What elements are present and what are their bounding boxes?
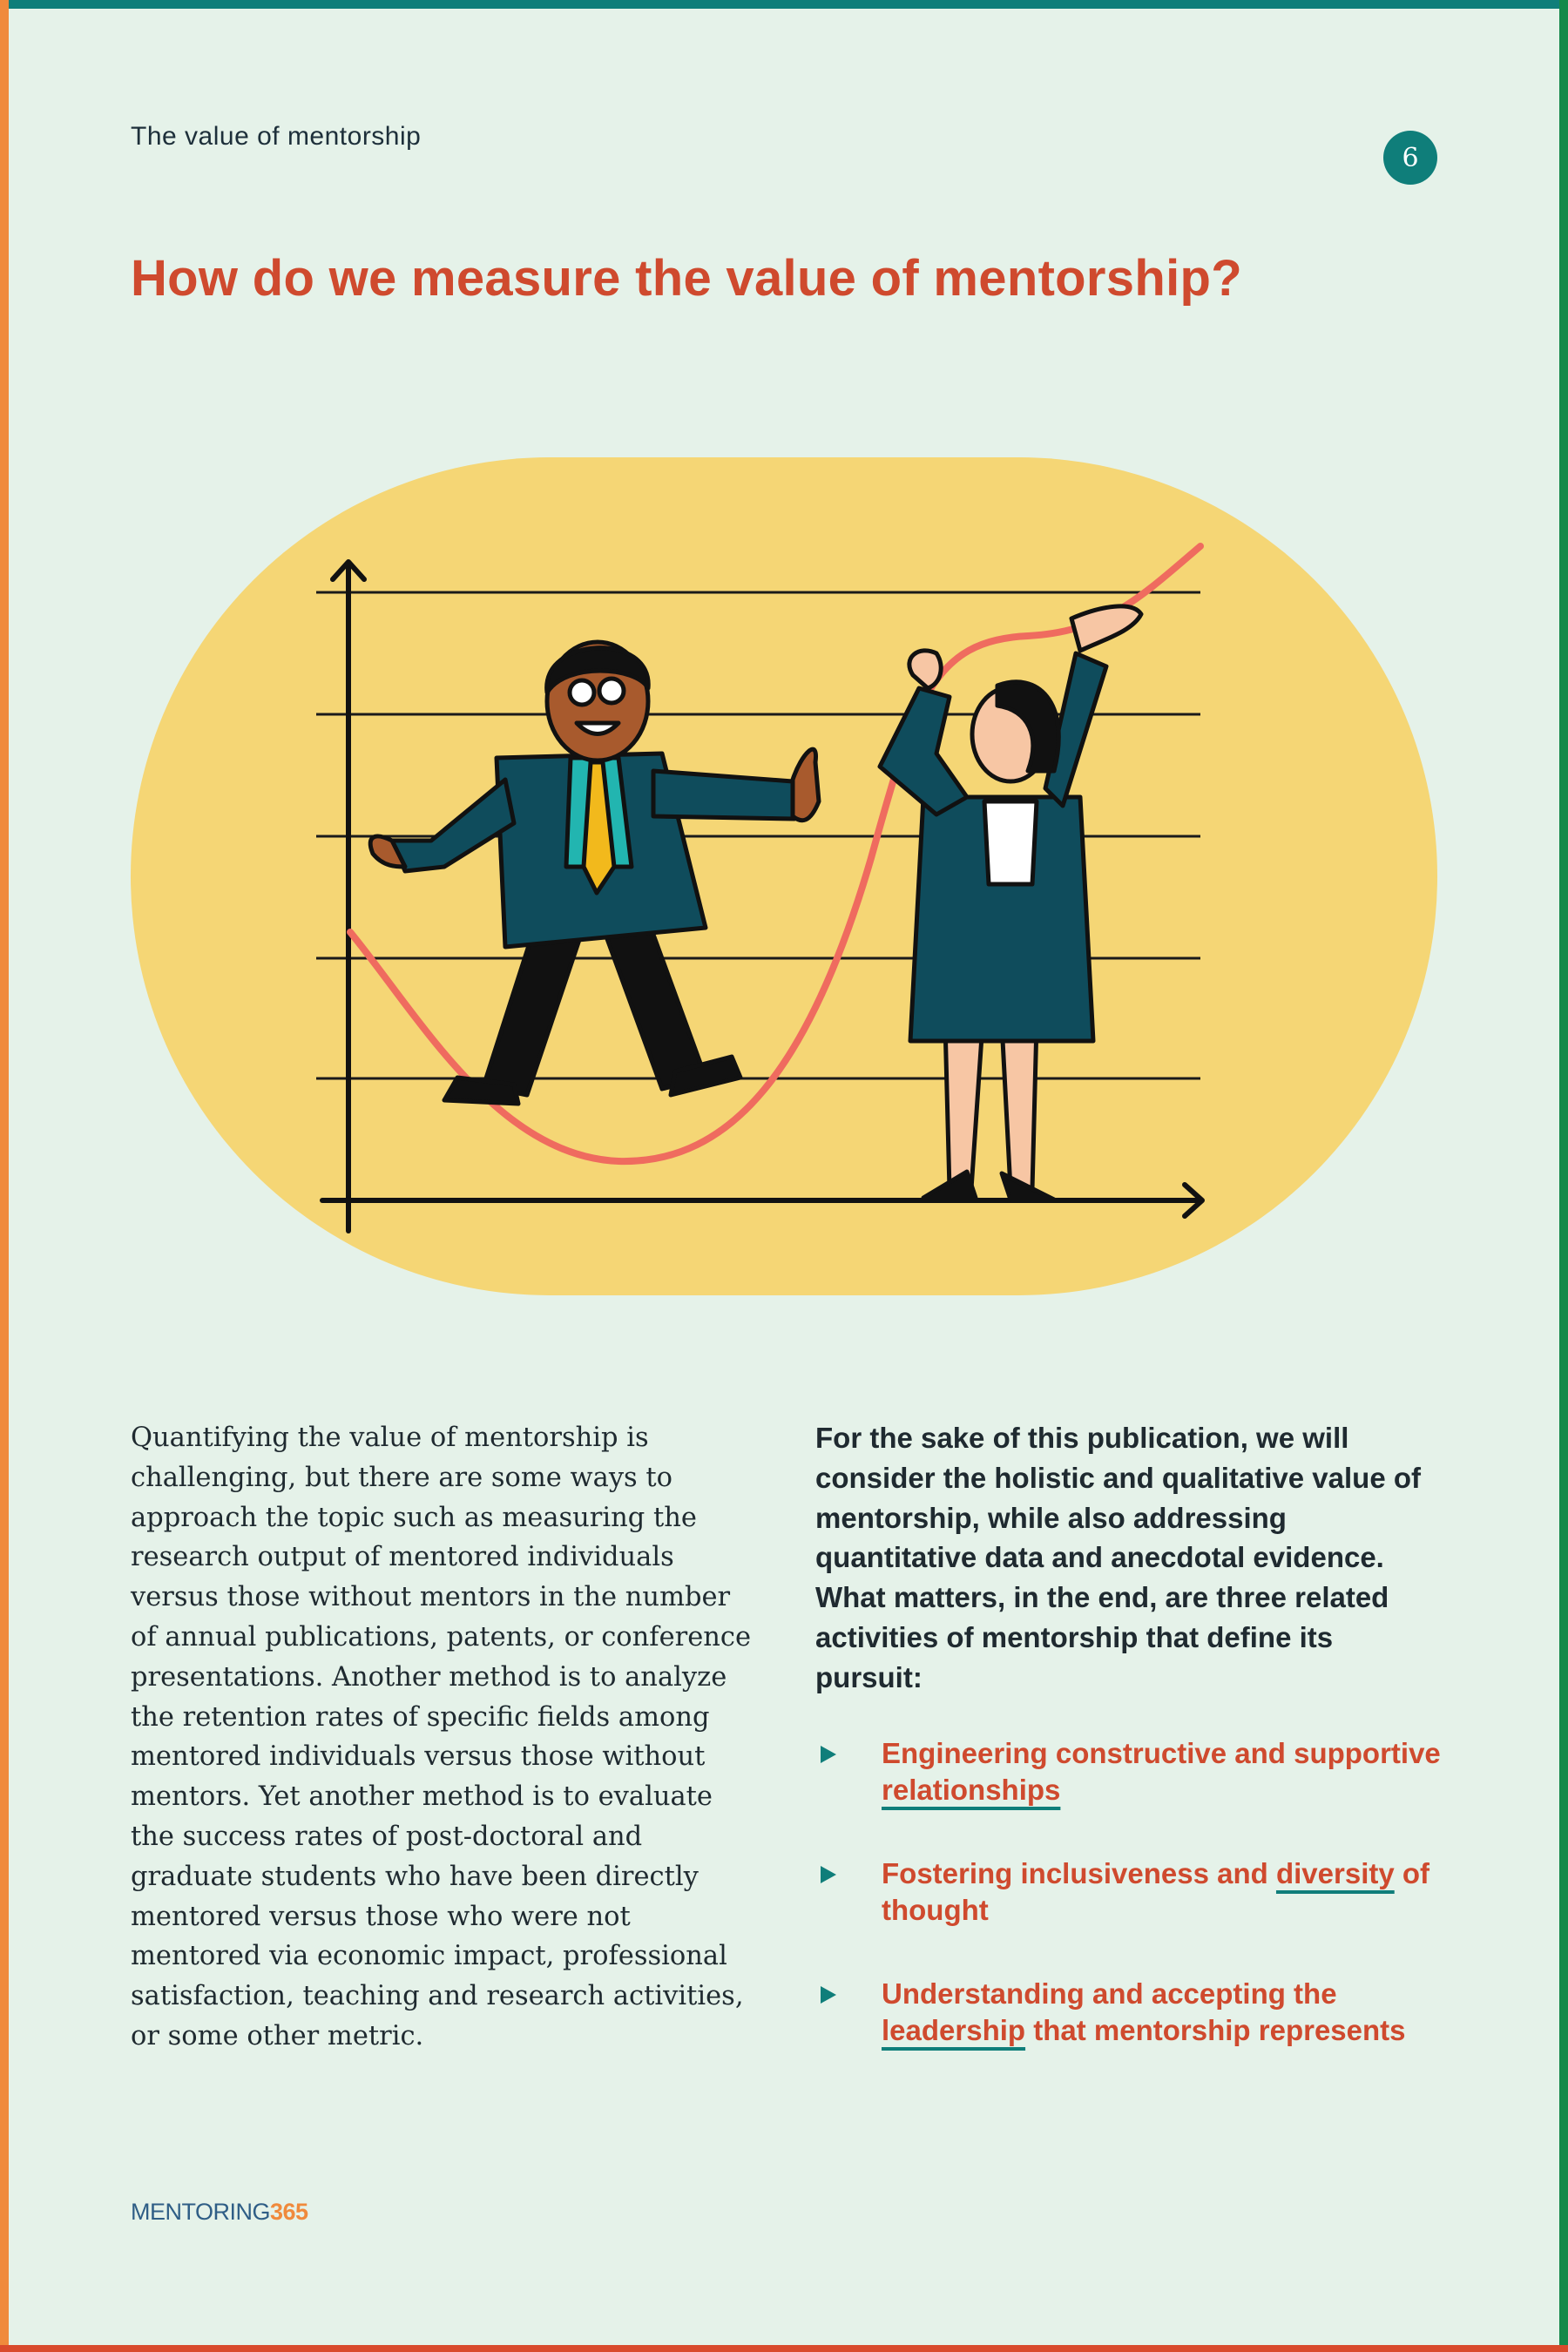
- list-item: [815, 1976, 1443, 2049]
- list-item: [815, 1855, 1443, 1929]
- activities-list: [815, 1735, 1443, 2096]
- mentorship-illustration: [131, 457, 1437, 1295]
- activity-keyword: leadership: [882, 2014, 1026, 2046]
- bullet-arrow-icon: [821, 1746, 836, 1763]
- right-border: [1559, 0, 1568, 2352]
- activity-text-start: Understanding and accepting the: [882, 1977, 1337, 2010]
- bullet-arrow-icon: [821, 1986, 836, 2004]
- activity-text: [882, 1976, 1443, 2049]
- activity-keyword: relationships: [882, 1774, 1061, 1806]
- left-border: [0, 0, 9, 2352]
- page-number-badge: 6: [1383, 131, 1437, 185]
- illustration-backdrop: [131, 457, 1437, 1295]
- activity-text: [882, 1735, 1443, 1808]
- activity-text-end: that mentorship represents: [1025, 2014, 1406, 2046]
- activity-keyword: diversity: [1275, 1857, 1395, 1889]
- activity-text-start: Fostering inclusiveness and: [882, 1857, 1276, 1889]
- brand-logo-number: 365: [270, 2199, 308, 2225]
- bullet-arrow-icon: [821, 1866, 836, 1883]
- intro-paragraph-left: Quantifying the value of mentorship is challenging, but there are some ways to approach the topic such as measuring the research output of mentored individuals versus those without mentors in the number of annual publications, patents, or conference presentations. Another method is to analyze the retention rates of specific fields among mentored individuals versus those without mentors. Yet another method is to evaluate the success rates of post-doctoral and graduate students who have been directly mentored versus those who were not mentored via economic impact, professional satisfaction, teaching and research activities, or some other metric.: [131, 1423, 752, 2051]
- top-border: [0, 0, 1568, 9]
- activity-text: [882, 1855, 1443, 1929]
- brand-logo: [131, 2199, 308, 2226]
- brand-logo-text: MENTORING: [131, 2199, 271, 2225]
- list-item: [815, 1735, 1443, 1808]
- activity-text-end: of thought: [882, 1857, 1430, 1926]
- section-label: The value of mentorship: [131, 122, 422, 151]
- bottom-border: [0, 2345, 1568, 2352]
- activity-text-start: Engineering constructive and supportive: [882, 1737, 1441, 1769]
- intro-paragraph-right: For the sake of this publication, we will consider the holistic and qualitative value of mentorship, while also addressing quantitative data and anecdotal evidence. What matters, in the end, are three related activities of mentorship that define its pursuit:: [815, 1422, 1421, 1693]
- page-title: How do we measure the value of mentorship?: [131, 250, 1242, 307]
